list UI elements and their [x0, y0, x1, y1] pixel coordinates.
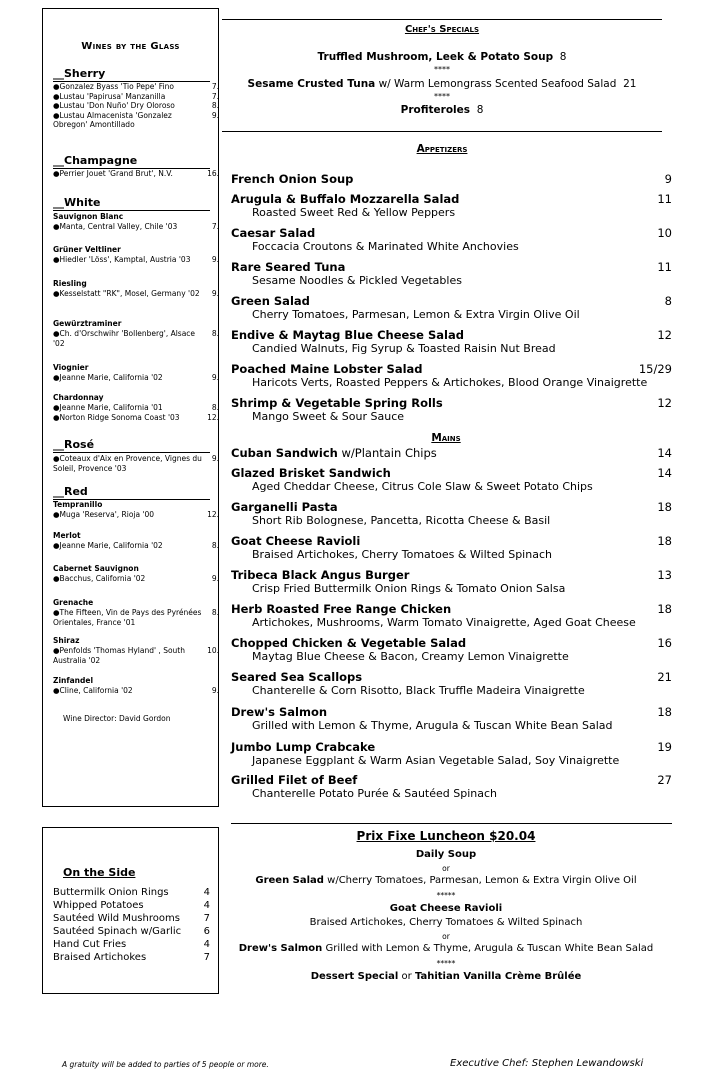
side-item — [53, 951, 210, 964]
prix-green-salad: Green Salad w/Cherry Tomatoes, Parmesan, Lemon & Extra Virgin Olive Oil — [255, 875, 637, 886]
menu-item-price: 18 — [657, 602, 672, 616]
menu-item-name — [231, 396, 672, 410]
menu-item-price: 11 — [657, 192, 672, 206]
wine-name: ●Perrier Jouet 'Grand Brut', N.V. — [53, 169, 173, 178]
wine-varietal: Gewürztraminer — [53, 319, 122, 328]
side-name: Braised Artichokes — [53, 952, 147, 963]
menu-item-name — [231, 466, 672, 480]
side-price: 4 — [203, 887, 210, 898]
menu-item-desc: Chanterelle & Corn Risotto, Black Truffle Madeira Vinaigrette — [252, 684, 585, 697]
wine-price: 7. — [211, 222, 219, 231]
wine-name: ●Bacchus, California '02 — [53, 574, 146, 583]
wine-varietal: Riesling — [53, 279, 87, 288]
stars-divider: **** — [434, 92, 450, 101]
menu-item-name — [231, 534, 672, 548]
wine-name: ●Lustau 'Don Nuño' Dry Oloroso — [53, 101, 175, 110]
wine-item — [53, 289, 219, 299]
special-name: Truffled Mushroom, Leek & Potato Soup — [317, 51, 554, 63]
wine-varietal-group — [53, 500, 219, 520]
prix-ravioli: Goat Cheese Ravioli — [389, 903, 503, 914]
wine-item — [53, 403, 219, 413]
wine-section-heading: __Sherry — [53, 68, 210, 82]
special-name: Sesame Crusted Tuna — [247, 78, 376, 90]
wine-item — [53, 92, 219, 102]
wine-director: Wine Director: David Gordon — [63, 714, 171, 723]
menu-item-name — [231, 328, 672, 342]
wine-item — [53, 646, 219, 665]
prix-stars: ***** — [436, 959, 456, 968]
prix-or: or — [442, 864, 450, 873]
specials-title: Chef's Specials — [404, 24, 480, 35]
wine-name: ●Kesselstatt "RK", Mosel, Germany '02 — [53, 289, 200, 298]
item-name: Herb Roasted Free Range Chicken — [231, 602, 452, 616]
prix-or: or — [442, 932, 450, 941]
wine-name: ●Hiedler 'Löss', Kamptal, Austria '03 — [53, 255, 191, 264]
menu-item — [231, 172, 672, 186]
prix-daily-soup: Daily Soup — [415, 849, 477, 860]
on-the-side-box — [42, 827, 219, 994]
wine-item — [53, 413, 219, 423]
menu-item — [231, 446, 672, 460]
menu-item — [231, 636, 672, 664]
side-price: 6 — [203, 926, 210, 937]
wine-item — [53, 222, 219, 232]
special-item: Sesame Crusted Tuna w/ Warm Lemongrass Scented Seafood Salad 21 — [247, 78, 637, 90]
special-price: 8 — [559, 51, 567, 63]
wine-name: ●Manta, Central Valley, Chile '03 — [53, 222, 178, 231]
wine-name: ●Lustau 'Papirusa' Manzanilla — [53, 91, 166, 101]
wine-name: ●Norton Ridge Sonoma Coast '03 — [53, 412, 180, 422]
wine-price: 9. — [211, 686, 219, 695]
wine-name: ●Ch. d'Orschwihr 'Bollenberg', Alsace '02 — [53, 329, 196, 348]
menu-item — [231, 568, 672, 596]
menu-item-price: 16 — [657, 636, 672, 650]
wine-varietal-group — [53, 279, 219, 299]
wine-varietal: Sauvignon Blanc — [53, 212, 124, 221]
menu-item-price: 10 — [657, 226, 672, 240]
stars-divider: **** — [434, 65, 450, 74]
wine-item — [53, 255, 219, 265]
side-price: 4 — [203, 939, 210, 950]
menu-item — [231, 294, 672, 322]
wine-varietal-group — [53, 169, 219, 179]
menu-item-price: 12 — [657, 396, 672, 410]
menu-item-desc: Roasted Sweet Red & Yellow Peppers — [252, 206, 456, 219]
item-name: Garganelli Pasta — [231, 500, 338, 514]
menu-item-desc: Foccacia Croutons & Marinated White Anchovies — [252, 240, 519, 253]
wine-varietal-group — [53, 393, 219, 422]
wine-section-heading: __White — [53, 197, 210, 211]
item-name: Seared Sea Scallops — [231, 670, 363, 684]
menu-item-name — [231, 705, 672, 719]
wine-price: 9. — [211, 574, 219, 583]
wine-varietal: Viognier — [53, 363, 89, 372]
prix-fixe-rule — [231, 823, 672, 824]
wine-name: ●Penfolds 'Thomas Hyland' , South Australia '02 — [53, 646, 185, 665]
wine-varietal-group — [53, 564, 219, 584]
wine-item — [53, 111, 219, 130]
wine-item — [53, 608, 219, 627]
menu-item-name — [231, 260, 672, 274]
menu-item-name — [231, 773, 672, 787]
menu-item-desc: Artichokes, Mushrooms, Warm Tomato Vinaigrette, Aged Goat Cheese — [252, 616, 636, 629]
item-name: Green Salad — [231, 294, 310, 308]
menu-item-price: 18 — [657, 705, 672, 719]
wine-item — [53, 454, 219, 473]
item-name: Chopped Chicken & Vegetable Salad — [231, 636, 467, 650]
wine-item — [53, 82, 219, 92]
menu-item-name — [231, 446, 672, 460]
special-name: Profiteroles — [400, 104, 470, 116]
wine-name: ●Jeanne Marie, California '02 — [53, 541, 163, 550]
wine-varietal: Shiraz — [53, 636, 80, 645]
wines-title: Wines by the Glass — [81, 41, 180, 52]
side-price: 7 — [203, 913, 210, 924]
special-price: 8 — [476, 104, 484, 116]
wine-varietal: Cabernet Sauvignon — [53, 564, 139, 573]
wine-price: 9. — [211, 289, 219, 298]
item-name: Jumbo Lump Crabcake — [231, 740, 376, 754]
special-item — [222, 51, 662, 63]
side-item — [53, 912, 210, 925]
wine-varietal: Merlot — [53, 531, 81, 540]
side-list — [53, 886, 210, 964]
wine-name: ●Muga 'Reserva', Rioja '00 — [53, 510, 155, 519]
menu-item — [231, 670, 672, 698]
wine-price: 16. — [207, 169, 219, 178]
menu-item — [231, 328, 672, 356]
side-title: On the Side — [63, 866, 136, 879]
gratuity-note: A gratuity will be added to parties of 5 people or more. — [62, 1060, 269, 1069]
menu-item-name — [231, 362, 672, 376]
wine-price: 7. — [211, 91, 219, 101]
menu-item-name — [231, 602, 672, 616]
side-name: Sautéed Wild Mushrooms — [53, 913, 180, 924]
wine-section-heading: __Rosé — [53, 439, 210, 453]
menu-item — [231, 192, 672, 220]
mains-heading: Mains — [431, 432, 461, 444]
wine-name: ●Cline, California '02 — [53, 686, 133, 695]
menu-item-desc: Chanterelle Potato Purée & Sautéed Spinach — [252, 787, 498, 800]
item-name: French Onion Soup — [231, 172, 354, 186]
item-name: Drew's Salmon — [231, 705, 328, 719]
menu-item-price: 14 — [657, 446, 672, 460]
menu-item-name — [231, 636, 672, 650]
wine-name: ●Coteaux d'Aix en Provence, Vignes du Soleil, Provence '03 — [53, 454, 202, 473]
side-price: 4 — [203, 900, 210, 911]
item-name: Cuban Sandwich — [231, 446, 338, 460]
menu-item-name — [231, 226, 672, 240]
item-name: Shrimp & Vegetable Spring Rolls — [231, 396, 443, 410]
menu-item-desc: Candied Walnuts, Fig Syrup & Toasted Raisin Nut Bread — [252, 342, 556, 355]
menu-item-desc: Short Rib Bolognese, Pancetta, Ricotta Cheese & Basil — [252, 514, 551, 527]
wine-varietal: Zinfandel — [53, 676, 94, 685]
item-name: Poached Maine Lobster Salad — [231, 362, 423, 376]
menu-item-name — [231, 740, 672, 754]
menu-item-price: 13 — [657, 568, 672, 582]
side-name: Hand Cut Fries — [53, 939, 127, 950]
menu-item — [231, 466, 672, 494]
menu-item-name — [231, 500, 672, 514]
menu-item-desc: Maytag Blue Cheese & Bacon, Creamy Lemon Vinaigrette — [252, 650, 569, 663]
item-name: Tribeca Black Angus Burger — [231, 568, 410, 582]
wine-price: 12. — [207, 412, 219, 422]
wine-name: ●Jeanne Marie, California '01 — [53, 403, 163, 412]
wine-item — [53, 541, 219, 551]
wine-varietal-group — [53, 454, 219, 473]
wine-item — [53, 686, 219, 696]
side-name: Whipped Potatoes — [53, 900, 144, 911]
menu-item-desc: Aged Cheddar Cheese, Citrus Cole Slaw & Sweet Potato Chips — [252, 480, 593, 493]
menu-item-name — [231, 568, 672, 582]
wine-name: ●Jeanne Marie, California '02 — [53, 373, 163, 382]
menu-item-name — [231, 670, 672, 684]
wine-price: 9. — [211, 110, 219, 120]
special-item — [222, 104, 662, 116]
side-item — [53, 938, 210, 951]
wine-item — [53, 373, 219, 383]
menu-item-price: 11 — [657, 260, 672, 274]
menu-item — [231, 260, 672, 288]
wine-varietal-group — [53, 245, 219, 265]
menu-item-price: 18 — [657, 534, 672, 548]
menu-item-price: 12 — [657, 328, 672, 342]
side-item — [53, 899, 210, 912]
menu-item-price: 21 — [657, 670, 672, 684]
menu-item-name — [231, 192, 672, 206]
item-name: Caesar Salad — [231, 226, 316, 240]
wine-varietal: Chardonnay — [53, 393, 104, 402]
wines-by-glass-box — [42, 8, 219, 807]
menu-item — [231, 500, 672, 528]
wine-price: 8. — [211, 403, 219, 412]
menu-item-desc: Braised Artichokes, Cherry Tomatoes & Wilted Spinach — [252, 548, 552, 561]
wine-price: 8. — [211, 329, 219, 338]
menu-item — [231, 534, 672, 562]
prix-stars: ***** — [436, 891, 456, 900]
wine-varietal-group — [53, 82, 219, 130]
menu-item — [231, 396, 672, 424]
menu-item-price: 19 — [657, 740, 672, 754]
menu-item-desc: Mango Sweet & Sour Sauce — [252, 410, 405, 423]
wine-section-heading: __Champagne — [53, 155, 210, 169]
wine-price: 9. — [211, 373, 219, 382]
menu-item — [231, 705, 672, 733]
menu-item-price: 27 — [657, 773, 672, 787]
wine-name: ●The Fifteen, Vin de Pays des Pyrénées Orientales, France '01 — [53, 608, 202, 627]
wine-item — [53, 510, 219, 520]
wine-name: ●Gonzalez Byass 'Tio Pepe' Fino — [53, 82, 174, 91]
menu-item — [231, 773, 672, 801]
menu-item-name — [231, 294, 672, 308]
prix-dessert: Dessert Special or Tahitian Vanilla Crème Brûlée — [310, 971, 582, 982]
item-name: Glazed Brisket Sandwich — [231, 466, 391, 480]
menu-item-desc: Japanese Eggplant & Warm Asian Vegetable Salad, Soy Vinaigrette — [252, 754, 620, 767]
side-name: Buttermilk Onion Rings — [53, 887, 169, 898]
special-price: 21 — [623, 78, 637, 90]
wine-varietal-group — [53, 636, 219, 665]
wine-item — [53, 169, 219, 179]
item-name: Grilled Filet of Beef — [231, 773, 358, 787]
menu-item-price: 15/29 — [638, 362, 672, 376]
wine-varietal-group — [53, 319, 219, 348]
top-rule — [222, 19, 662, 20]
wine-price: 9. — [211, 454, 219, 463]
wine-varietal-group — [53, 212, 219, 232]
appetizers-heading: Appetizers — [416, 143, 468, 155]
menu-item — [231, 362, 672, 390]
wine-varietal: Grüner Veltliner — [53, 245, 121, 254]
prix-ravioli-desc: Braised Artichokes, Cherry Tomatoes & Wilted Spinach — [309, 917, 583, 928]
menu-item — [231, 740, 672, 768]
wine-price: 8. — [211, 101, 219, 110]
wine-price: 8. — [211, 608, 219, 617]
menu-item-desc: Cherry Tomatoes, Parmesan, Lemon & Extra Virgin Olive Oil — [252, 308, 580, 321]
menu-item-desc: Sesame Noodles & Pickled Vegetables — [252, 274, 462, 287]
menu-item — [231, 226, 672, 254]
menu-item-price: 8 — [664, 294, 672, 308]
specials-rule — [222, 131, 662, 132]
item-name: Rare Seared Tuna — [231, 260, 346, 274]
menu-item-price: 18 — [657, 500, 672, 514]
side-name: Sautéed Spinach w/Garlic — [53, 926, 182, 937]
wine-varietal: Tempranillo — [53, 500, 103, 509]
wine-varietal-group — [53, 598, 219, 627]
item-name: Endive & Maytag Blue Cheese Salad — [231, 328, 464, 342]
menu-item-name — [231, 172, 672, 186]
wine-item — [53, 101, 219, 111]
item-extra: w/Plantain Chips — [337, 446, 437, 460]
wine-section-heading: __Red — [53, 486, 210, 500]
wine-price: 7. — [211, 82, 219, 91]
wine-varietal-group — [53, 676, 219, 696]
executive-chef: Executive Chef: Stephen Lewandowski — [450, 1058, 644, 1069]
prix-fixe-title: Prix Fixe Luncheon $20.04 — [356, 829, 536, 843]
wine-name: ●Lustau Almacenista 'Gonzalez Obregon' Amontillado — [53, 110, 172, 129]
wine-price: 9. — [211, 255, 219, 264]
side-item — [53, 886, 210, 899]
menu-item-desc: Grilled with Lemon & Thyme, Arugula & Tuscan White Bean Salad — [252, 719, 613, 732]
menu-item-desc: Haricots Verts, Roasted Peppers & Artichokes, Blood Orange Vinaigrette — [252, 376, 648, 389]
wine-varietal: Grenache — [53, 598, 94, 607]
wine-item — [53, 329, 219, 348]
side-price: 7 — [203, 952, 210, 963]
wine-item — [53, 574, 219, 584]
menu-item-price: 14 — [657, 466, 672, 480]
menu-item — [231, 602, 672, 630]
item-name: Arugula & Buffalo Mozzarella Salad — [231, 192, 460, 206]
wine-varietal-group — [53, 363, 219, 383]
wine-price: 8. — [211, 541, 219, 550]
menu-item-price: 9 — [664, 172, 672, 186]
wine-varietal-group — [53, 531, 219, 551]
menu-item-desc: Crisp Fried Buttermilk Onion Rings & Tomato Onion Salsa — [252, 582, 566, 595]
prix-salmon: Drew's Salmon Grilled with Lemon & Thyme, Arugula & Tuscan White Bean Salad — [238, 943, 654, 954]
item-name: Goat Cheese Ravioli — [231, 534, 361, 548]
side-item — [53, 925, 210, 938]
wine-price: 12. — [207, 510, 219, 519]
wine-price: 10. — [207, 646, 219, 655]
